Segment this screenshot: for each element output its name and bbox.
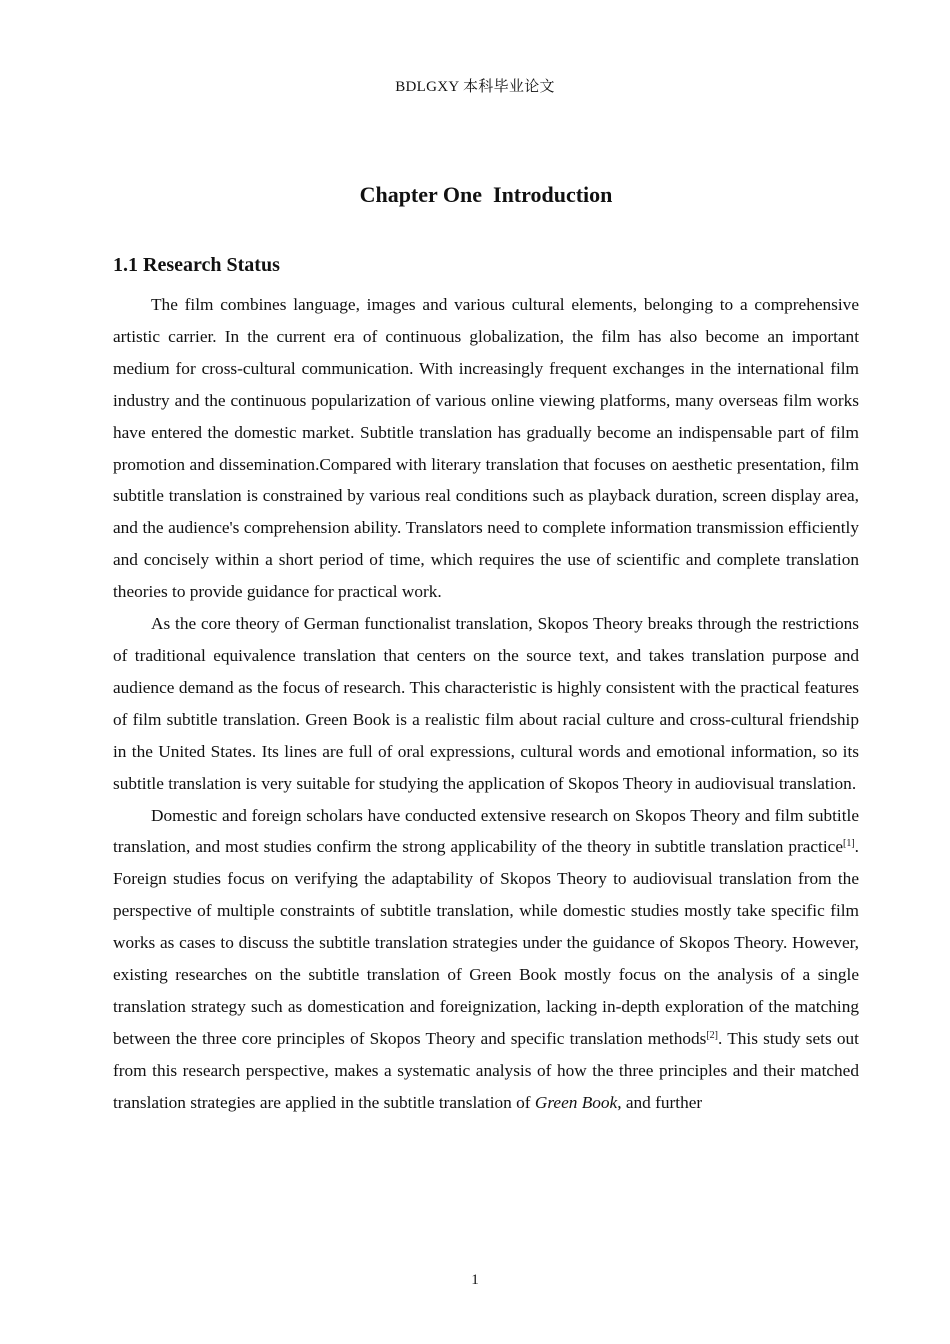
paragraph-1: The film combines language, images and various cultural elements, belonging to a comprehensive artistic carrier. In the current era of continuous globalization, the film has also become an important medium for cross-cultural communication. With increasingly frequent exchanges in the international film industry and the continuous popularization of various online viewing platforms, many overseas film works have entered the domestic market. Subtitle translation has gradually become an indispensable part of film promotion and dissemination.Compared with literary translation that focuses on aesthetic presentation, film subtitle translation is constrained by various real conditions such as playback duration, screen display area, and the audience's comprehension ability. Translators need to complete information transmission efficiently and concisely within a short period of time, which requires the use of scientific and complete translation theories to provide guidance for practical work. [113, 295, 859, 602]
chapter-title: Chapter One Introduction [359, 182, 613, 207]
film-title: Green Book [534, 1092, 618, 1112]
paragraph-3-part-1: Domestic and foreign scholars have conducted extensive research on Skopos Theory and film subtitle translation, and most studies confirm the strong applicability of the theory in subtitle translation practice [113, 805, 859, 857]
citation-ref-1: [1] [843, 838, 855, 850]
paragraph-3 [113, 800, 859, 1119]
body-text [113, 289, 859, 1119]
running-header: BDLGXY 本科毕业论文 [395, 79, 555, 95]
citation-ref-2: [2] [706, 1029, 719, 1041]
paragraph-2: As the core theory of German functionalist translation, Skopos Theory breaks through the restrictions of traditional equivalence translation that centers on the source text, and takes translation purpose and audience demand as the focus of research. This characteristic is highly consistent with the practical features of film subtitle translation. Green Book is a realistic film about racial culture and cross-cultural friendship in the United States. Its lines are full of oral expressions, cultural words and emotional information, so its subtitle translation is very suitable for studying the application of Skopos Theory in audiovisual translation. [113, 614, 859, 793]
paragraph-3-part-3: . This study sets out from this research perspective, makes a systematic analysis of how the three principles and their matched translation strategies are applied in the subtitle translation of [113, 1028, 859, 1112]
section-heading: 1.1 Research Status [113, 254, 280, 276]
paragraph-3-part-2: . Foreign studies focus on verifying the adaptability of Skopos Theory to audiovisual translation from the perspective of multiple constraints of subtitle translation, while domestic studies mostly take specific film works as cases to discuss the subtitle translation strategies under the guidance of Skopos Theory. However, existing researches on the subtitle translation of Green Book mostly focus on the analysis of a single translation strategy such as domestication and foreignization, lacking in-depth exploration of the matching between the three core principles of Skopos Theory and specific translation methods [113, 837, 859, 1048]
paragraph-3-part-4: , and further [617, 1092, 703, 1112]
page-number: 1 [471, 1272, 479, 1288]
